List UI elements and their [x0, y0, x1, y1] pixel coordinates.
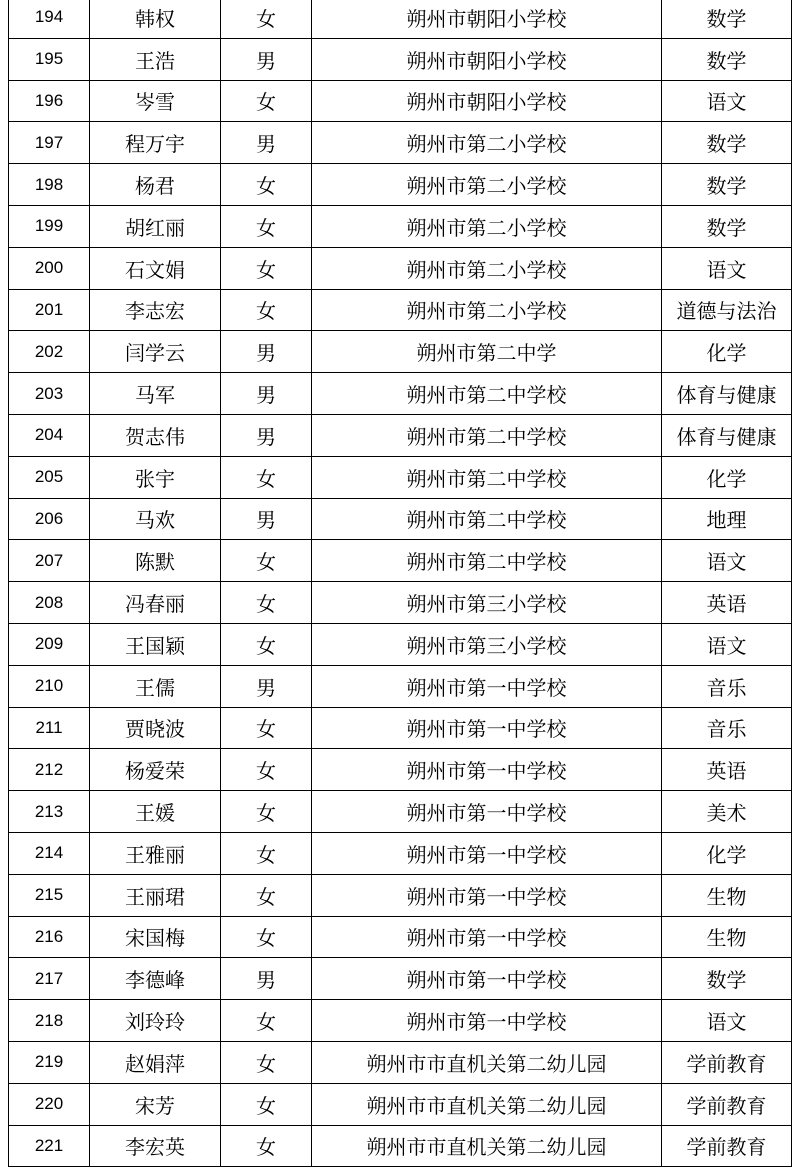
subject-name-cell: 语文	[662, 623, 792, 665]
row-number-cell: 201	[9, 289, 90, 331]
teacher-name-cell: 闫学云	[90, 331, 221, 373]
subject-name-cell: 英语	[662, 749, 792, 791]
teacher-gender-cell: 男	[221, 331, 312, 373]
teacher-name-cell: 胡红丽	[90, 205, 221, 247]
table-row	[9, 832, 792, 874]
teacher-gender-cell: 男	[221, 373, 312, 415]
school-name-cell: 朔州市第一中学校	[312, 791, 662, 833]
school-name-cell: 朔州市第一中学校	[312, 749, 662, 791]
school-name-cell: 朔州市第二小学校	[312, 122, 662, 164]
teacher-name-cell: 宋芳	[90, 1083, 221, 1125]
teacher-gender-cell: 女	[221, 749, 312, 791]
teacher-name-cell: 李志宏	[90, 289, 221, 331]
table-row	[9, 38, 792, 80]
teacher-gender-cell: 女	[221, 205, 312, 247]
table-row	[9, 749, 792, 791]
teacher-name-cell: 王丽珺	[90, 874, 221, 916]
school-name-cell: 朔州市第一中学校	[312, 916, 662, 958]
table-row	[9, 456, 792, 498]
row-number-cell: 197	[9, 122, 90, 164]
teacher-name-cell: 王国颖	[90, 623, 221, 665]
table-row	[9, 1083, 792, 1125]
teacher-name-cell: 冯春丽	[90, 582, 221, 624]
teacher-name-cell: 李德峰	[90, 958, 221, 1000]
school-name-cell: 朔州市市直机关第二幼儿园	[312, 1125, 662, 1167]
subject-name-cell: 生物	[662, 916, 792, 958]
row-number-cell: 221	[9, 1125, 90, 1167]
school-name-cell: 朔州市第二小学校	[312, 205, 662, 247]
table-row	[9, 414, 792, 456]
subject-name-cell: 学前教育	[662, 1041, 792, 1083]
teacher-gender-cell: 女	[221, 0, 312, 38]
row-number-cell: 210	[9, 665, 90, 707]
row-number-cell: 202	[9, 331, 90, 373]
teacher-gender-cell: 男	[221, 498, 312, 540]
row-number-cell: 204	[9, 414, 90, 456]
row-number-cell: 203	[9, 373, 90, 415]
teacher-gender-cell: 男	[221, 38, 312, 80]
school-name-cell: 朔州市第二中学校	[312, 540, 662, 582]
teacher-gender-cell: 女	[221, 1000, 312, 1042]
table-row	[9, 122, 792, 164]
table-row	[9, 247, 792, 289]
subject-name-cell: 语文	[662, 80, 792, 122]
row-number-cell: 215	[9, 874, 90, 916]
teacher-gender-cell: 女	[221, 623, 312, 665]
row-number-cell: 212	[9, 749, 90, 791]
teacher-name-cell: 李宏英	[90, 1125, 221, 1167]
teacher-name-cell: 贾晓波	[90, 707, 221, 749]
row-number-cell: 195	[9, 38, 90, 80]
school-name-cell: 朔州市朝阳小学校	[312, 38, 662, 80]
teacher-gender-cell: 女	[221, 164, 312, 206]
table-row	[9, 498, 792, 540]
teacher-gender-cell: 女	[221, 707, 312, 749]
school-name-cell: 朔州市第一中学校	[312, 665, 662, 707]
teacher-gender-cell: 男	[221, 665, 312, 707]
table-row	[9, 958, 792, 1000]
school-name-cell: 朔州市第二中学校	[312, 373, 662, 415]
table-row	[9, 80, 792, 122]
subject-name-cell: 语文	[662, 247, 792, 289]
row-number-cell: 206	[9, 498, 90, 540]
teacher-gender-cell: 女	[221, 80, 312, 122]
table-row	[9, 874, 792, 916]
subject-name-cell: 数学	[662, 122, 792, 164]
table-row	[9, 289, 792, 331]
teacher-name-cell: 赵娟萍	[90, 1041, 221, 1083]
teacher-gender-cell: 女	[221, 582, 312, 624]
row-number-cell: 207	[9, 540, 90, 582]
subject-name-cell: 音乐	[662, 665, 792, 707]
school-name-cell: 朔州市第二中学校	[312, 414, 662, 456]
subject-name-cell: 道德与法治	[662, 289, 792, 331]
teacher-name-cell: 王儒	[90, 665, 221, 707]
teacher-name-cell: 王媛	[90, 791, 221, 833]
school-name-cell: 朔州市第三小学校	[312, 623, 662, 665]
row-number-cell: 218	[9, 1000, 90, 1042]
table-row	[9, 1125, 792, 1167]
teacher-name-cell: 刘玲玲	[90, 1000, 221, 1042]
table-row	[9, 0, 792, 38]
row-number-cell: 198	[9, 164, 90, 206]
table-row	[9, 164, 792, 206]
subject-name-cell: 数学	[662, 0, 792, 38]
teacher-name-cell: 杨爱荣	[90, 749, 221, 791]
subject-name-cell: 数学	[662, 205, 792, 247]
row-number-cell: 211	[9, 707, 90, 749]
row-number-cell: 213	[9, 791, 90, 833]
row-number-cell: 205	[9, 456, 90, 498]
table-row	[9, 623, 792, 665]
school-name-cell: 朔州市市直机关第二幼儿园	[312, 1083, 662, 1125]
subject-name-cell: 数学	[662, 958, 792, 1000]
teacher-gender-cell: 男	[221, 958, 312, 1000]
table-row	[9, 331, 792, 373]
teacher-name-cell: 杨君	[90, 164, 221, 206]
table-row	[9, 665, 792, 707]
teacher-gender-cell: 女	[221, 247, 312, 289]
subject-name-cell: 语文	[662, 1000, 792, 1042]
row-number-cell: 194	[9, 0, 90, 38]
school-name-cell: 朔州市第二小学校	[312, 247, 662, 289]
table-row	[9, 791, 792, 833]
teacher-name-cell: 张宇	[90, 456, 221, 498]
table-row	[9, 373, 792, 415]
school-name-cell: 朔州市朝阳小学校	[312, 0, 662, 38]
school-name-cell: 朔州市第一中学校	[312, 874, 662, 916]
row-number-cell: 219	[9, 1041, 90, 1083]
row-number-cell: 208	[9, 582, 90, 624]
roster-table-body	[9, 0, 792, 1167]
teacher-name-cell: 岑雪	[90, 80, 221, 122]
teacher-name-cell: 马军	[90, 373, 221, 415]
school-name-cell: 朔州市第二中学校	[312, 456, 662, 498]
teacher-name-cell: 王雅丽	[90, 832, 221, 874]
school-name-cell: 朔州市第一中学校	[312, 1000, 662, 1042]
teacher-name-cell: 贺志伟	[90, 414, 221, 456]
teacher-gender-cell: 女	[221, 456, 312, 498]
teacher-roster-table	[8, 0, 792, 1167]
teacher-gender-cell: 女	[221, 289, 312, 331]
school-name-cell: 朔州市第一中学校	[312, 707, 662, 749]
school-name-cell: 朔州市第二中学校	[312, 498, 662, 540]
row-number-cell: 216	[9, 916, 90, 958]
school-name-cell: 朔州市第一中学校	[312, 832, 662, 874]
teacher-gender-cell: 女	[221, 832, 312, 874]
table-row	[9, 707, 792, 749]
school-name-cell: 朔州市朝阳小学校	[312, 80, 662, 122]
row-number-cell: 217	[9, 958, 90, 1000]
subject-name-cell: 体育与健康	[662, 373, 792, 415]
school-name-cell: 朔州市第二小学校	[312, 289, 662, 331]
teacher-gender-cell: 男	[221, 414, 312, 456]
subject-name-cell: 化学	[662, 456, 792, 498]
row-number-cell: 196	[9, 80, 90, 122]
row-number-cell: 199	[9, 205, 90, 247]
table-row	[9, 1000, 792, 1042]
subject-name-cell: 学前教育	[662, 1125, 792, 1167]
subject-name-cell: 化学	[662, 331, 792, 373]
teacher-name-cell: 程万宇	[90, 122, 221, 164]
teacher-name-cell: 王浩	[90, 38, 221, 80]
teacher-name-cell: 石文娟	[90, 247, 221, 289]
school-name-cell: 朔州市市直机关第二幼儿园	[312, 1041, 662, 1083]
teacher-name-cell: 韩权	[90, 0, 221, 38]
teacher-gender-cell: 女	[221, 916, 312, 958]
subject-name-cell: 音乐	[662, 707, 792, 749]
subject-name-cell: 生物	[662, 874, 792, 916]
school-name-cell: 朔州市第二中学	[312, 331, 662, 373]
teacher-gender-cell: 女	[221, 791, 312, 833]
subject-name-cell: 数学	[662, 164, 792, 206]
teacher-gender-cell: 女	[221, 540, 312, 582]
subject-name-cell: 化学	[662, 832, 792, 874]
teacher-name-cell: 马欢	[90, 498, 221, 540]
teacher-gender-cell: 女	[221, 1041, 312, 1083]
subject-name-cell: 美术	[662, 791, 792, 833]
teacher-gender-cell: 女	[221, 1125, 312, 1167]
subject-name-cell: 语文	[662, 540, 792, 582]
row-number-cell: 214	[9, 832, 90, 874]
row-number-cell: 209	[9, 623, 90, 665]
teacher-name-cell: 陈默	[90, 540, 221, 582]
teacher-gender-cell: 女	[221, 874, 312, 916]
row-number-cell: 220	[9, 1083, 90, 1125]
table-row	[9, 582, 792, 624]
subject-name-cell: 地理	[662, 498, 792, 540]
table-row	[9, 1041, 792, 1083]
school-name-cell: 朔州市第一中学校	[312, 958, 662, 1000]
subject-name-cell: 数学	[662, 38, 792, 80]
school-name-cell: 朔州市第二小学校	[312, 164, 662, 206]
teacher-name-cell: 宋国梅	[90, 916, 221, 958]
teacher-gender-cell: 女	[221, 1083, 312, 1125]
table-row	[9, 916, 792, 958]
row-number-cell: 200	[9, 247, 90, 289]
table-row	[9, 205, 792, 247]
subject-name-cell: 英语	[662, 582, 792, 624]
teacher-gender-cell: 男	[221, 122, 312, 164]
school-name-cell: 朔州市第三小学校	[312, 582, 662, 624]
table-row	[9, 540, 792, 582]
subject-name-cell: 学前教育	[662, 1083, 792, 1125]
subject-name-cell: 体育与健康	[662, 414, 792, 456]
